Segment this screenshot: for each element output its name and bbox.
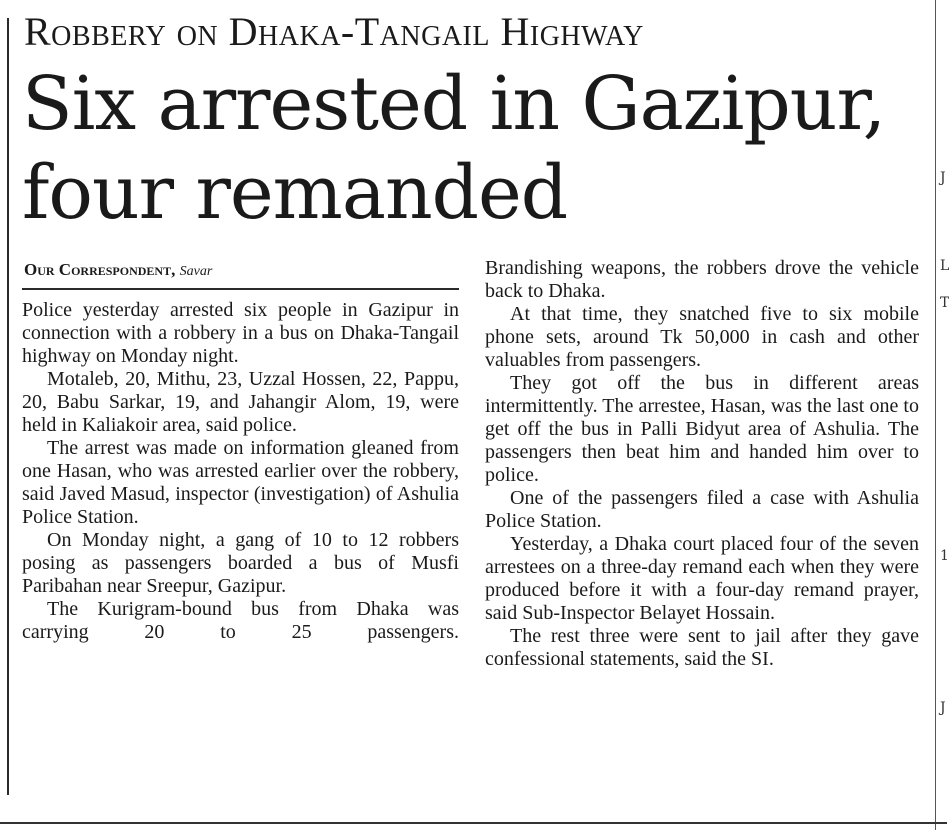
edge-fragment: J — [940, 170, 946, 186]
byline — [24, 260, 212, 282]
paragraph: They got off the bus in different areas intermittently. The arrestee, Hasan, was the last one to get off the bus in Palli Bidyut area of Ashulia. The passengers then beat him and handed him over to police. — [485, 372, 919, 486]
kicker: Robbery on Dhaka-Tangail Highway — [24, 9, 644, 54]
paragraph: The arrest was made on information gleaned from one Hasan, who was arrested earlier over the robbery, said Javed Masud, inspector (investigation) of Ashulia Police Station. — [22, 437, 459, 528]
headline-line-1: Six arrested in Gazipur, — [22, 61, 886, 147]
article-column-right — [485, 257, 919, 671]
byline-location: Savar — [179, 264, 213, 279]
paragraph: Motaleb, 20, Mithu, 23, Uzzal Hossen, 22, Pappu, 20, Babu Sarkar, 19, and Jahangir Alom, 19, were held in Kaliakoir area, said police. — [22, 368, 459, 436]
paragraph: On Monday night, a gang of 10 to 12 robbers posing as passengers boarded a bus of Musfi Paribahan near Sreepur, Gazipur. — [22, 529, 459, 597]
right-column-rule — [935, 0, 936, 830]
article-column-left — [22, 299, 459, 644]
paragraph: The rest three were sent to jail after they gave confessional statements, said the SI. — [485, 625, 919, 670]
byline-rule — [22, 288, 459, 290]
left-column-rule — [7, 18, 9, 795]
headline — [22, 60, 932, 238]
edge-fragment: T — [940, 295, 949, 311]
paragraph: Brandishing weapons, the robbers drove the vehicle back to Dhaka. — [485, 257, 919, 302]
edge-fragment: J — [940, 700, 946, 716]
edge-fragment: 1 — [940, 548, 949, 564]
headline-line-2: four remanded — [22, 150, 568, 236]
edge-fragment: L — [940, 258, 949, 274]
paragraph: At that time, they snatched five to six mobile phone sets, around Tk 50,000 in cash and other valuables from passengers. — [485, 303, 919, 371]
paragraph: Police yesterday arrested six people in Gazipur in connection with a robbery in a bus on Dhaka-Tangail highway on Monday night. — [22, 299, 459, 367]
paragraph: Yesterday, a Dhaka court placed four of the seven arrestees on a three-day remand each when they were produced before it with a four-day remand prayer, said Sub-Inspector Belayet Hossain. — [485, 533, 919, 624]
paragraph: One of the passengers filed a case with Ashulia Police Station. — [485, 487, 919, 532]
byline-author: Our Correspondent, — [24, 260, 176, 279]
bottom-rule — [0, 822, 947, 824]
paragraph: The Kurigram-bound bus from Dhaka was carrying 20 to 25 passengers. — [22, 598, 459, 643]
